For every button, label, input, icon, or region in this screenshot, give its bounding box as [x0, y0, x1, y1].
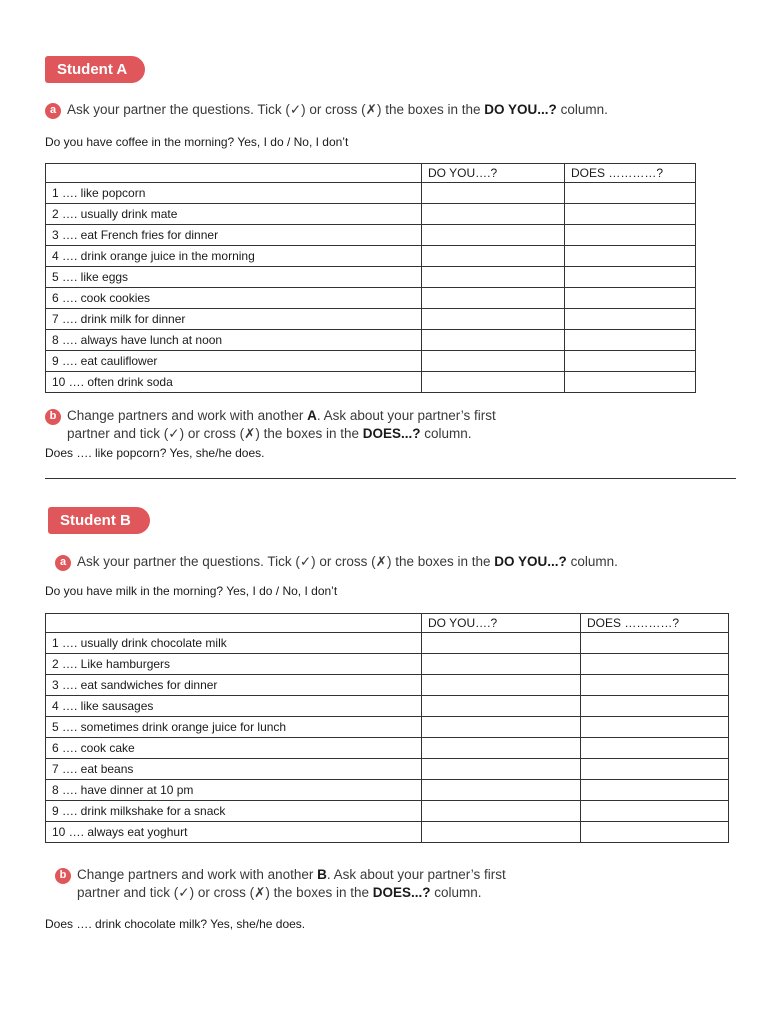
does-cell[interactable]	[565, 351, 696, 372]
row-label: 1 …. like popcorn	[46, 183, 422, 204]
table-row	[46, 183, 696, 204]
table-row	[46, 351, 696, 372]
step-a-marker: a	[45, 103, 61, 119]
step-a-marker: a	[55, 555, 71, 571]
do-you-cell[interactable]	[422, 759, 581, 780]
header-does: DOES …………?	[581, 614, 729, 633]
student-b-instruction-b	[55, 866, 506, 901]
do-you-cell[interactable]	[422, 780, 581, 801]
table-row	[46, 696, 729, 717]
section-divider	[45, 478, 736, 479]
row-label: 3 …. eat French fries for dinner	[46, 225, 422, 246]
student-a-table	[45, 163, 696, 393]
do-you-cell[interactable]	[422, 330, 565, 351]
does-cell[interactable]	[581, 759, 729, 780]
table-row	[46, 801, 729, 822]
table-row	[46, 738, 729, 759]
row-label: 2 …. usually drink mate	[46, 204, 422, 225]
table-row	[46, 633, 729, 654]
do-you-cell[interactable]	[422, 204, 565, 225]
student-b-table	[45, 613, 729, 843]
student-a-example-b: Does …. like popcorn? Yes, she/he does.	[45, 446, 265, 460]
student-b-example-b: Does …. drink chocolate milk? Yes, she/he does.	[45, 917, 306, 931]
table-header-row	[46, 164, 696, 183]
row-label: 4 …. drink orange juice in the morning	[46, 246, 422, 267]
does-cell[interactable]	[581, 822, 729, 843]
do-you-cell[interactable]	[422, 738, 581, 759]
row-label: 8 …. have dinner at 10 pm	[46, 780, 422, 801]
instruction-bold: DOES...?	[362, 426, 421, 441]
student-a-instruction-a	[45, 101, 608, 119]
table-row	[46, 759, 729, 780]
does-cell[interactable]	[565, 372, 696, 393]
student-a-instruction-b	[45, 407, 496, 442]
step-b-marker: b	[45, 409, 61, 425]
header-does: DOES …………?	[565, 164, 696, 183]
does-cell[interactable]	[581, 801, 729, 822]
does-cell[interactable]	[581, 717, 729, 738]
row-label: 6 …. cook cake	[46, 738, 422, 759]
instruction-text-end: column.	[430, 885, 482, 900]
row-label: 7 …. eat beans	[46, 759, 422, 780]
student-b-example-a: Do you have milk in the morning? Yes, I do / No, I don’t	[45, 584, 338, 598]
row-label: 10 …. always eat yoghurt	[46, 822, 422, 843]
instruction-text: partner and tick (✓) or cross (✗) the boxes in the	[77, 885, 373, 900]
do-you-cell[interactable]	[422, 267, 565, 288]
instruction-text-end: . Ask about your partner’s first	[326, 867, 506, 882]
header-do-you: DO YOU….?	[422, 164, 565, 183]
does-cell[interactable]	[565, 330, 696, 351]
does-cell[interactable]	[565, 204, 696, 225]
row-label: 1 …. usually drink chocolate milk	[46, 633, 422, 654]
does-cell[interactable]	[565, 288, 696, 309]
row-label: 5 …. sometimes drink orange juice for lunch	[46, 717, 422, 738]
do-you-cell[interactable]	[422, 309, 565, 330]
do-you-cell[interactable]	[422, 372, 565, 393]
header-do-you: DO YOU….?	[422, 614, 581, 633]
instruction-bold: DOES...?	[372, 885, 431, 900]
instruction-bold: B	[317, 867, 327, 882]
instruction-text-end: column.	[556, 102, 608, 117]
do-you-cell[interactable]	[422, 801, 581, 822]
does-cell[interactable]	[581, 738, 729, 759]
does-cell[interactable]	[581, 633, 729, 654]
instruction-text-end: . Ask about your partner’s first	[316, 408, 496, 423]
do-you-cell[interactable]	[422, 696, 581, 717]
table-row	[46, 654, 729, 675]
do-you-cell[interactable]	[422, 717, 581, 738]
instruction-text-end: column.	[566, 554, 618, 569]
instruction-text: Ask your partner the questions. Tick (✓) or cross (✗) the boxes in the	[77, 554, 495, 569]
table-row	[46, 246, 696, 267]
row-label: 4 …. like sausages	[46, 696, 422, 717]
do-you-cell[interactable]	[422, 633, 581, 654]
instruction-bold: DO YOU...?	[494, 554, 567, 569]
header-blank	[46, 614, 422, 633]
does-cell[interactable]	[565, 246, 696, 267]
does-cell[interactable]	[565, 309, 696, 330]
student-a-badge: Student A	[45, 56, 145, 83]
do-you-cell[interactable]	[422, 225, 565, 246]
do-you-cell[interactable]	[422, 351, 565, 372]
does-cell[interactable]	[565, 183, 696, 204]
do-you-cell[interactable]	[422, 246, 565, 267]
does-cell[interactable]	[565, 225, 696, 246]
row-label: 6 …. cook cookies	[46, 288, 422, 309]
table-row	[46, 372, 696, 393]
header-blank	[46, 164, 422, 183]
table-row	[46, 288, 696, 309]
table-row	[46, 225, 696, 246]
do-you-cell[interactable]	[422, 654, 581, 675]
does-cell[interactable]	[581, 675, 729, 696]
instruction-text: Ask your partner the questions. Tick (✓) or cross (✗) the boxes in the	[67, 102, 485, 117]
do-you-cell[interactable]	[422, 183, 565, 204]
does-cell[interactable]	[581, 696, 729, 717]
table-row	[46, 330, 696, 351]
instruction-text: partner and tick (✓) or cross (✗) the boxes in the	[67, 426, 363, 441]
instruction-text: Change partners and work with another	[77, 867, 318, 882]
do-you-cell[interactable]	[422, 822, 581, 843]
table-row	[46, 780, 729, 801]
do-you-cell[interactable]	[422, 675, 581, 696]
table-row	[46, 204, 696, 225]
student-b-badge: Student B	[48, 507, 150, 534]
table-row	[46, 309, 696, 330]
row-label: 3 …. eat sandwiches for dinner	[46, 675, 422, 696]
student-b-instruction-a	[55, 553, 618, 571]
row-label: 8 …. always have lunch at noon	[46, 330, 422, 351]
row-label: 9 …. drink milkshake for a snack	[46, 801, 422, 822]
table-row	[46, 267, 696, 288]
row-label: 9 …. eat cauliflower	[46, 351, 422, 372]
instruction-text: Change partners and work with another	[67, 408, 308, 423]
does-cell[interactable]	[565, 267, 696, 288]
table-header-row	[46, 614, 729, 633]
instruction-bold: A	[307, 408, 317, 423]
row-label: 5 …. like eggs	[46, 267, 422, 288]
instruction-text-end: column.	[420, 426, 472, 441]
row-label: 2 …. Like hamburgers	[46, 654, 422, 675]
step-b-marker: b	[55, 868, 71, 884]
does-cell[interactable]	[581, 780, 729, 801]
do-you-cell[interactable]	[422, 288, 565, 309]
student-a-example-a: Do you have coffee in the morning? Yes, I do / No, I don’t	[45, 135, 349, 149]
table-row	[46, 717, 729, 738]
table-row	[46, 822, 729, 843]
does-cell[interactable]	[581, 654, 729, 675]
instruction-bold: DO YOU...?	[484, 102, 557, 117]
row-label: 7 …. drink milk for dinner	[46, 309, 422, 330]
table-row	[46, 675, 729, 696]
row-label: 10 …. often drink soda	[46, 372, 422, 393]
